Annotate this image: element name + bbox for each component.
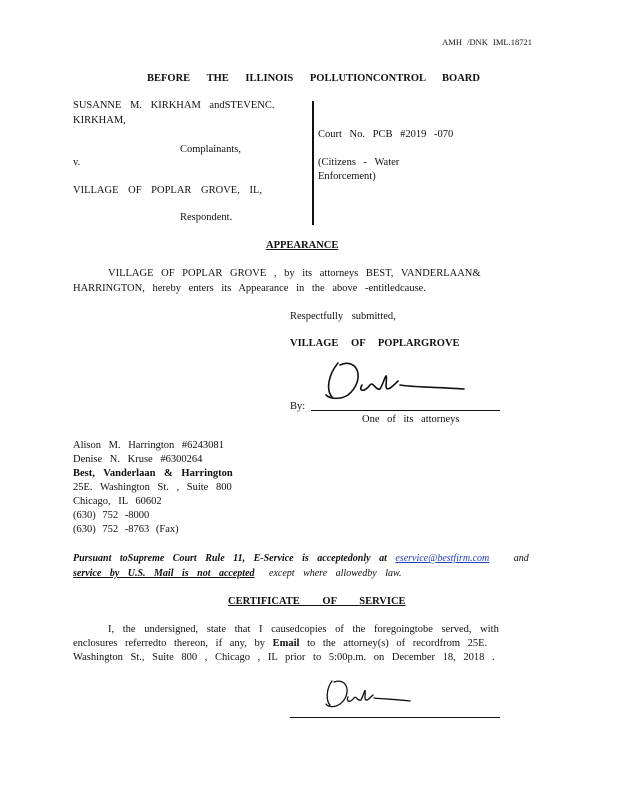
case-type: (Citizens - Water <box>318 157 400 168</box>
certificate-heading: CERTIFICATE OF SERVICE <box>228 596 406 607</box>
firm-address: 25E. Washington St. , Suite 800 <box>73 482 232 493</box>
appearance-heading: APPEARANCE <box>266 240 339 251</box>
certificate-signature-line <box>290 717 500 718</box>
service-notice-text: Pursuant toSupreme Court Rule 11, E-Service is acceptedonly at <box>73 553 387 564</box>
respondent-label: Respondent. <box>180 212 233 223</box>
case-number: Court No. PCB #2019 -070 <box>318 129 454 140</box>
attorney-harrington: Alison M. Harrington #6243081 <box>73 440 224 451</box>
firm-fax: (630) 752 -8763 (Fax) <box>73 524 179 535</box>
by-label: By: <box>290 401 306 412</box>
certificate-signature <box>322 677 412 711</box>
firm-city: Chicago, IL 60602 <box>73 496 162 507</box>
certificate-line1: I, the undersigned, state that I causedcopies of the foregoingtobe served, with <box>108 624 499 635</box>
attorney-kruse: Denise N. Kruse #6300264 <box>73 454 203 465</box>
respondent-name: VILLAGE OF POPLAR GROVE, IL, <box>73 185 262 196</box>
service-notice-exception: except where allowedby law. <box>269 568 402 579</box>
document-reference: AMH /DNK IML.18721 <box>442 37 532 47</box>
mail-not-accepted: service by U.S. Mail is not accepted <box>73 568 255 579</box>
service-notice-line2 <box>73 568 401 579</box>
firm-phone: (630) 752 -8000 <box>73 510 150 521</box>
complainants-label: Complainants, <box>180 144 241 155</box>
appearance-body-line1: VILLAGE OF POPLAR GROVE , by its attorneys BEST, VANDERLAAN& <box>108 268 481 279</box>
complainant-names-cont: KIRKHAM, <box>73 115 126 126</box>
respectfully-submitted: Respectfully submitted, <box>290 311 396 322</box>
versus-label: v. <box>73 157 81 168</box>
firm-name: Best, Vanderlaan & Harrington <box>73 468 233 479</box>
attorney-signature <box>318 355 468 405</box>
party-name: VILLAGE OF POPLARGROVE <box>290 338 460 349</box>
service-notice-and: and <box>513 553 529 564</box>
appearance-body-line2: HARRINGTON, hereby enters its Appearance in the above -entitledcause. <box>73 283 426 294</box>
certificate-line3: Washington St., Suite 800 , Chicago , IL prior to 5:00p.m. on December 18, 2018 . <box>73 652 495 663</box>
board-title: BEFORE THE ILLINOIS POLLUTIONCONTROL BOARD <box>147 73 480 84</box>
complainant-names: SUSANNE M. KIRKHAM andSTEVENC. <box>73 100 275 111</box>
service-notice-line1 <box>73 553 529 564</box>
certificate-email-method: Email <box>272 638 300 649</box>
certificate-line2-text: enclosures referredto thereon, if any, by <box>73 638 265 649</box>
signature-line <box>311 410 500 411</box>
eservice-email-link[interactable]: eservice@bestfirm.com <box>395 553 490 564</box>
certificate-line2-rest: to the attorney(s) of recordfrom 25E. <box>307 638 488 649</box>
caption-divider <box>312 101 314 225</box>
certificate-line2 <box>73 638 487 649</box>
signer-caption: One of its attorneys <box>362 414 460 425</box>
case-type-cont: Enforcement) <box>318 171 376 182</box>
